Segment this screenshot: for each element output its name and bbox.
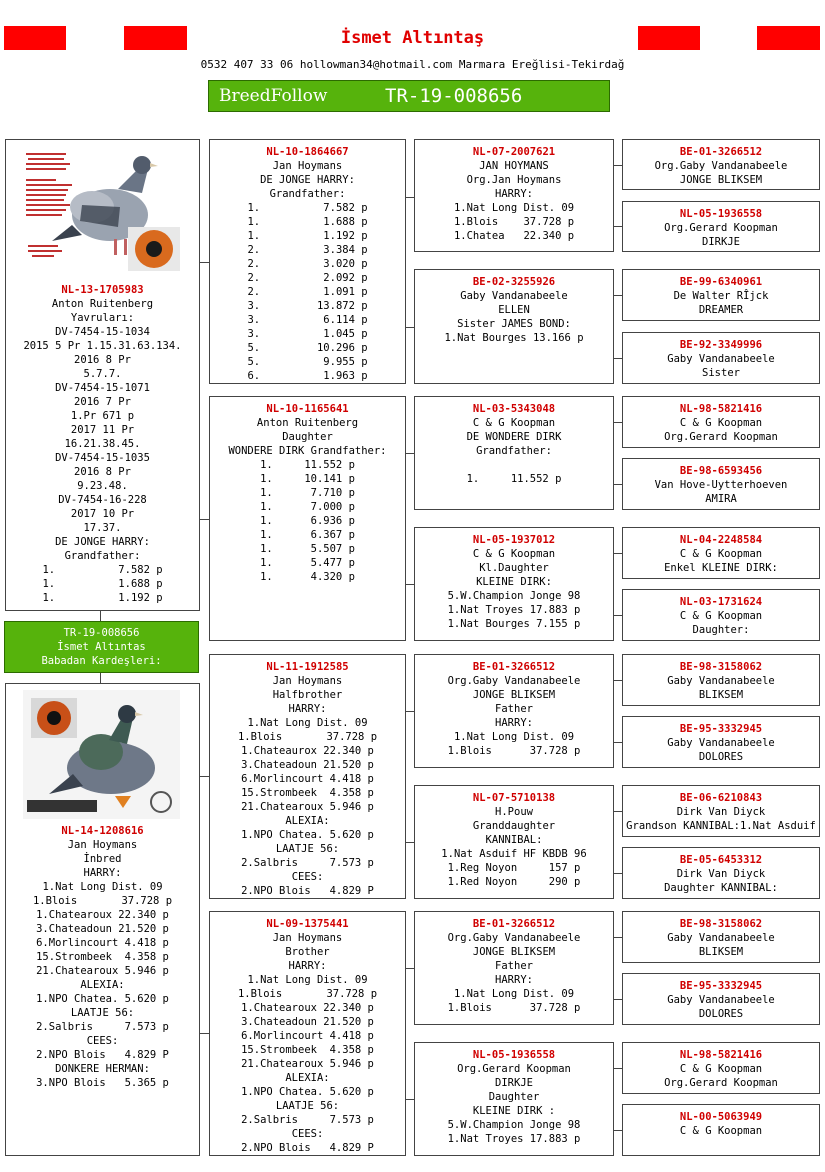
box-line: De Walter RÎjck (673, 290, 769, 302)
box-line: Yavruları: (70, 312, 135, 324)
subject-ring: TR-19-008656 (63, 627, 140, 639)
box-line: Grandfather: (476, 445, 552, 457)
box-line: 3. 13.872 p (247, 300, 368, 312)
ring-code: NL-98-5821416 (679, 1049, 763, 1061)
box-line: 1. 1.688 p (42, 578, 163, 590)
subject-box (4, 621, 199, 673)
ring-code: NL-03-1731624 (679, 596, 763, 608)
box-line: C & G Koopman (472, 417, 556, 429)
ring-code: NL-04-2248584 (679, 534, 763, 546)
pedigree-box-sib-b-f-m (622, 973, 820, 1025)
box-line: Van Hove-Uytterhoeven (654, 479, 788, 491)
connector-line (200, 1033, 209, 1034)
box-line: JONGE BLIKSEM (679, 174, 763, 186)
box-line: 2. 2.092 p (247, 272, 368, 284)
breedfollow-banner (208, 80, 610, 112)
box-line: Dirk Van Diyck (676, 806, 766, 818)
box-line: C & G Koopman (679, 610, 763, 622)
ring-code: BE-01-3266512 (679, 146, 763, 158)
box-line: HARRY: (495, 717, 533, 729)
box-line: Daughter (488, 1091, 540, 1103)
box-line: KLEINE DIRK : (472, 1105, 556, 1117)
box-line: 1. 7.582 p (42, 564, 163, 576)
pedigree-box-s-m-f (414, 396, 614, 510)
box-line: Gaby Vandanabeele (667, 675, 775, 687)
pedigree-box-s-f-f (414, 139, 614, 252)
box-line: 21.Chatearoux 5.946 p (241, 801, 374, 813)
box-line (415, 458, 613, 472)
pedigree-box-sib-a-f-m (622, 716, 820, 768)
box-line: Jan Hoymans (272, 675, 343, 687)
connector-line (614, 615, 622, 616)
box-line: 21.Chatearoux 5.946 p (36, 965, 169, 977)
ring-code: BE-05-6453312 (679, 854, 763, 866)
box-line: 1.Blois 37.728 p (447, 745, 581, 757)
box-line: DV-7454-15-1035 (55, 452, 150, 464)
box-line: Kl.Daughter (479, 562, 549, 574)
ring-code: BE-98-3158062 (679, 661, 763, 673)
connector-line (200, 776, 209, 777)
ring-code: BE-98-6593456 (679, 465, 763, 477)
box-line: Gaby Vandanabeele (667, 994, 775, 1006)
connector-line (614, 553, 622, 554)
box-line: KANNIBAL: (485, 834, 543, 846)
connector-line (614, 811, 622, 812)
ring-code: NL-07-2007621 (472, 146, 556, 158)
pedigree-box-s-f-f-m (622, 201, 820, 252)
box-line: 5.W.Champion Jonge 98 (447, 1119, 581, 1131)
box-line: LAATJE 56: (275, 1100, 340, 1112)
box-line: 9.23.48. (77, 480, 128, 492)
box-line: 6.Morlincourt 4.418 p (36, 937, 169, 949)
box-line: Org.Gaby Vandanabeele (447, 932, 581, 944)
box-line: Gaby Vandanabeele (667, 353, 775, 365)
connector-line (406, 842, 414, 843)
box-line: HARRY: (495, 974, 533, 986)
ring-code: NL-09-1375441 (266, 918, 349, 930)
connector-line (614, 680, 622, 681)
box-line: Sister JAMES BOND: (457, 318, 571, 330)
box-line: 1.Chateaurox 22.340 p (241, 745, 374, 757)
box-line: DV-7454-16-228 (58, 494, 147, 506)
owner-title: İsmet Altıntaş (340, 28, 485, 48)
box-line: 1.Reg Noyon 157 p (447, 862, 581, 874)
pedigree-box-sib-a-m-f (622, 785, 820, 837)
box-line: 1.Nat Troyes 17.883 p (447, 604, 581, 616)
box-line: Org.Gerard Koopman (664, 222, 778, 234)
box-line: AMIRA (705, 493, 737, 505)
pedigree-box-s-f-m-m (622, 332, 820, 384)
box-line: ALEXIA: (285, 1072, 330, 1084)
pedigree-box-s-f (209, 139, 406, 384)
box-line: 6. 1.963 p (247, 370, 368, 382)
box-line: 1.Blois 37.728 p (237, 731, 378, 743)
box-line: 2. 3.020 p (247, 258, 368, 270)
pedigree-box-s-m-m (414, 527, 614, 641)
connector-line (406, 711, 414, 712)
pedigree-box-sib-b-m (414, 1042, 614, 1156)
box-line: 21.Chatearoux 5.946 p (241, 1058, 374, 1070)
box-line: HARRY: (288, 703, 327, 715)
box-line: 1.Nat Bourges 13.166 p (444, 332, 584, 344)
box-line: 2. 1.091 p (247, 286, 368, 298)
ring-code: BE-02-3255926 (472, 276, 556, 288)
box-line: 1. 1.688 p (247, 216, 368, 228)
box-line: 2015 5 Pr 1.15.31.63.134. (23, 340, 182, 352)
box-line: BLIKSEM (698, 946, 744, 958)
box-line: 1.Nat Troyes 17.883 p (447, 1133, 581, 1145)
connector-line (614, 873, 622, 874)
box-line: 1. 1.192 p (42, 592, 163, 604)
box-line: Granddaughter (472, 820, 556, 832)
box-line: 5. 9.955 p (247, 356, 368, 368)
box-line: C & G Koopman (679, 417, 763, 429)
box-line: 2.Salbris 7.573 p (241, 857, 374, 869)
box-line: 6.Morlincourt 4.418 p (241, 1030, 374, 1042)
box-line: 1.NPO Chatea. 5.620 p (241, 829, 374, 841)
connector-line (614, 937, 622, 938)
box-line: DIRKJE (702, 236, 740, 248)
box-line: ELLEN (498, 304, 530, 316)
ring-code: NL-14-1208616 (61, 825, 144, 837)
box-line: CEES: (86, 1035, 119, 1047)
box-line: HARRY: (288, 960, 327, 972)
subject-owner: İsmet Altıntas (57, 641, 146, 653)
box-line: Org.Gerard Koopman (664, 1077, 778, 1089)
box-line: Enkel KLEINE DIRK: (664, 562, 778, 574)
ring-code: BE-01-3266512 (472, 661, 556, 673)
box-line: Brother (285, 946, 330, 958)
box-line: 1.Nat Long Dist. 09 (453, 731, 575, 743)
pedigree-box-sib-a (209, 654, 406, 899)
box-line: DOLORES (698, 751, 744, 763)
box-line: 1. 7.582 p (247, 202, 368, 214)
pedigree-box-sib-a-f (414, 654, 614, 768)
box-line: 1. 5.477 p (260, 557, 355, 569)
box-line: 2017 11 Pr (70, 424, 135, 436)
box-line: DV-7454-15-1034 (55, 326, 150, 338)
box-line: LAATJE 56: (70, 1007, 135, 1019)
connector-line (614, 358, 622, 359)
box-line: 5.W.Champion Jonge 98 (447, 590, 581, 602)
ring-code: BE-01-3266512 (472, 918, 556, 930)
connector-line (614, 999, 622, 1000)
box-line: 2.NPO Blois 4.829 P (241, 1142, 374, 1154)
box-line: İnbred (83, 853, 122, 865)
connector-line (614, 165, 622, 166)
pedigree-box-sib-b-m-f (622, 1042, 820, 1094)
box-line: JAN HOYMANS (479, 160, 549, 172)
box-line: 1.Chatearoux 22.340 p (241, 1002, 374, 1014)
pedigree-box-s-m-f-f (622, 396, 820, 448)
box-line: 1. 1.192 p (247, 230, 368, 242)
box-line: 3. 6.114 p (247, 314, 368, 326)
box-line: Gaby Vandanabeele (667, 932, 775, 944)
box-line: HARRY: (83, 867, 122, 879)
box-line: 1. 7.710 p (260, 487, 355, 499)
connector-line (406, 1099, 414, 1100)
box-line: DE JONGE HARRY: (55, 536, 150, 548)
box-line: 2.Salbris 7.573 p (36, 1021, 169, 1033)
connector-line (614, 226, 622, 227)
box-line: 1.Red Noyon 290 p (447, 876, 581, 888)
box-line: Gaby Vandanabeele (460, 290, 568, 302)
box-line: JONGE BLIKSEM (472, 689, 556, 701)
box-line: DE WONDERE DIRK (466, 431, 562, 443)
box-line: Org.Gerard Koopman (664, 431, 778, 443)
ring-code: NL-05-1937012 (472, 534, 556, 546)
pedigree-box-sib-a-m-m (622, 847, 820, 899)
box-line: 17.37. (83, 522, 122, 534)
ring-code: BE-98-3158062 (679, 918, 763, 930)
box-line: ALEXIA: (80, 979, 125, 991)
box-line: 1.Blois 37.728 p (32, 895, 173, 907)
box-line: 15.Strombeek 4.358 p (241, 787, 374, 799)
box-line: C & G Koopman (679, 548, 763, 560)
box-line: Daughter (282, 431, 333, 443)
box-line: LAATJE 56: (275, 843, 340, 855)
brand-name: BreedFollow (219, 86, 328, 106)
connector-line (614, 742, 622, 743)
ring-code: NL-03-5343048 (472, 403, 556, 415)
box-line: 2.NPO Blois 4.829 P (36, 1049, 169, 1061)
red-bar-3 (638, 26, 700, 50)
box-line: JONGE BLIKSEM (472, 946, 556, 958)
box-line: BLIKSEM (698, 689, 744, 701)
box-line: 3. 1.045 p (247, 328, 368, 340)
box-line: C & G Koopman (472, 548, 556, 560)
connector-line (614, 295, 622, 296)
box-line: 1. 7.000 p (260, 501, 355, 513)
box-line: 3.Chateadoun 21.520 p (241, 759, 374, 771)
ring-code: NL-11-1912585 (266, 661, 349, 673)
box-line: Father (495, 960, 533, 972)
box-line: WONDERE DIRK Grandfather: (228, 445, 387, 457)
box-line: Org.Jan Hoymans (466, 174, 562, 186)
box-line: 1. 10.141 p (260, 473, 355, 485)
ring-code: NL-05-1936558 (679, 208, 763, 220)
box-line: Jan Hoymans (272, 160, 343, 172)
box-line: 16.21.38.45. (64, 438, 141, 450)
box-line: Jan Hoymans (272, 932, 343, 944)
box-line: DOLORES (698, 1008, 744, 1020)
ring-code: BE-95-3332945 (679, 980, 763, 992)
box-line: Org.Gaby Vandanabeele (654, 160, 788, 172)
box-line: Anton Ruitenberg (51, 298, 154, 310)
box-line: KLEINE DIRK: (476, 576, 552, 588)
connector-line (100, 611, 101, 621)
pedigree-box-sib-b-f-f (622, 911, 820, 963)
box-line: 1. 11.552 p (260, 459, 355, 471)
pedigree-box-sib-b-f (414, 911, 614, 1025)
box-line: 1.Nat Long Dist. 09 (42, 881, 163, 893)
ring-code: NL-10-1165641 (266, 403, 349, 415)
ring-code: BE-95-3332945 (679, 723, 763, 735)
box-line: 2016 8 Pr (74, 354, 131, 366)
box-line: CEES: (291, 871, 324, 883)
ring-code: NL-10-1864667 (266, 146, 349, 158)
box-line: 6.Morlincourt 4.418 p (241, 773, 374, 785)
ring-code: NL-00-5063949 (679, 1111, 763, 1123)
eye-icon (31, 698, 77, 738)
box-line: 1.Blois 37.728 p (237, 988, 378, 1000)
sire-photo (22, 145, 182, 275)
box-line: Halfbrother (272, 689, 343, 701)
pedigree-box-sib-b (209, 911, 406, 1156)
pedigree-box-s-f-m-f (622, 269, 820, 321)
box-line: 2016 7 Pr (74, 396, 131, 408)
pedigree-box-s-m-f-m (622, 458, 820, 510)
box-line: Org.Gerard Koopman (457, 1063, 571, 1075)
ring-code: BE-06-6210843 (679, 792, 763, 804)
box-line: 2017 10 Pr (70, 508, 135, 520)
pedigree-box-sib-b-m-m (622, 1104, 820, 1156)
box-line: 1.Nat Long Dist. 09 (453, 988, 575, 1000)
connector-line (614, 1130, 622, 1131)
connector-line (614, 422, 622, 423)
box-line: C & G Koopman (679, 1125, 763, 1137)
pedigree-box-s-f-f-f (622, 139, 820, 190)
ring-code: NL-13-1705983 (61, 284, 144, 296)
box-line: 1.NPO Chatea. 5.620 p (36, 993, 169, 1005)
box-line: 1.NPO Chatea. 5.620 p (241, 1086, 374, 1098)
box-line: 1.Chatearoux 22.340 p (36, 909, 169, 921)
red-bar-4 (757, 26, 820, 50)
box-line: 1.Blois 37.728 p (453, 216, 575, 228)
ring-code: NL-07-5710138 (472, 792, 556, 804)
box-line: Sister (702, 367, 740, 379)
box-line: C & G Koopman (679, 1063, 763, 1075)
box-line: 1.Nat Long Dist. 09 (453, 202, 575, 214)
box-line: 2.Salbris 7.573 p (241, 1114, 374, 1126)
box-line: ALEXIA: (285, 815, 330, 827)
connector-line (406, 197, 414, 198)
connector-line (406, 584, 414, 585)
ring-code: NL-98-5821416 (679, 403, 763, 415)
box-line: DE JONGE HARRY: (260, 174, 355, 186)
sibling-photo (23, 690, 180, 819)
box-line: 1.Pr 671 p (70, 410, 135, 422)
eye-icon (128, 227, 180, 271)
box-line: Gaby Vandanabeele (667, 737, 775, 749)
pedigree-box-s-m (209, 396, 406, 641)
box-line: 1.Nat Bourges 7.155 p (447, 618, 581, 630)
box-line: DREAMER (698, 304, 744, 316)
connector-line (614, 1068, 622, 1069)
box-line: 5.7.7. (83, 368, 122, 380)
box-line: 1. 11.552 p (466, 473, 562, 485)
box-line: Daughter KANNIBAL: (664, 882, 778, 894)
box-line: DV-7454-15-1071 (55, 382, 150, 394)
pedigree-box-s-f-m (414, 269, 614, 384)
box-line: 2. 3.384 p (247, 244, 368, 256)
box-line: Dirk Van Diyck (676, 868, 766, 880)
connector-line (200, 262, 209, 263)
red-bar-2 (124, 26, 187, 50)
ring-code: BE-99-6340961 (679, 276, 763, 288)
connector-line (100, 673, 101, 683)
ring-code: NL-05-1936558 (472, 1049, 556, 1061)
box-line: 2.NPO Blois 4.829 P (241, 885, 374, 897)
box-line: 1. 4.320 p (260, 571, 355, 583)
box-line: 1.Blois 37.728 p (447, 1002, 581, 1014)
box-line: CEES: (291, 1128, 324, 1140)
box-line: Jan Hoymans (67, 839, 138, 851)
box-line: H.Pouw (495, 806, 533, 818)
box-line: 1. 6.367 p (260, 529, 355, 541)
box-line: 3.Chateadoun 21.520 p (36, 923, 169, 935)
pedigree-box-sib-a-f-f (622, 654, 820, 706)
pedigree-box-s-m-m-f (622, 527, 820, 579)
connector-line (200, 519, 209, 520)
banner-ring-number: TR-19-008656 (385, 85, 523, 107)
box-line: Father (495, 703, 533, 715)
connector-line (614, 484, 622, 485)
box-line: Anton Ruitenberg (256, 417, 359, 429)
box-line: Grandfather: (64, 550, 141, 562)
connector-line (406, 968, 414, 969)
box-line: DIRKJE (495, 1077, 533, 1089)
box-line: 3.NPO Blois 5.365 p (36, 1077, 169, 1089)
box-line: 1.Chatea 22.340 p (453, 230, 575, 242)
box-line: Grandfather: (269, 188, 346, 200)
red-bar-1 (4, 26, 66, 50)
connector-line (406, 327, 414, 328)
subject-label: Babadan Kardeşleri: (41, 655, 162, 667)
box-line: 1.Nat Long Dist. 09 (247, 974, 368, 986)
box-line: HARRY: (495, 188, 533, 200)
ring-code: BE-92-3349996 (679, 339, 763, 351)
pedigree-box-sib-a-m (414, 785, 614, 899)
box-line: Daughter: (692, 624, 750, 636)
box-line: 15.Strombeek 4.358 p (241, 1044, 374, 1056)
box-line: Org.Gaby Vandanabeele (447, 675, 581, 687)
connector-line (406, 453, 414, 454)
box-line: 15.Strombeek 4.358 p (36, 951, 169, 963)
box-line: 1.Nat Long Dist. 09 (247, 717, 368, 729)
contact-line: 0532 407 33 06 hollowman34@hotmail.com Marmara Ereğlisi-Tekirdağ (200, 58, 625, 71)
box-line: 1.Nat Asduif HF KBDB 96 (441, 848, 587, 860)
box-line: DONKERE HERMAN: (55, 1063, 150, 1075)
box-line: 1. 5.507 p (260, 543, 355, 555)
box-line: 2016 8 Pr (74, 466, 131, 478)
box-line: Grandson KANNIBAL:1.Nat Asduif (626, 820, 816, 832)
box-line: 1. 6.936 p (260, 515, 355, 527)
box-line: 5. 10.296 p (247, 342, 368, 354)
box-line: 3.Chateadoun 21.520 p (241, 1016, 374, 1028)
pedigree-box-s-m-m-m (622, 589, 820, 641)
